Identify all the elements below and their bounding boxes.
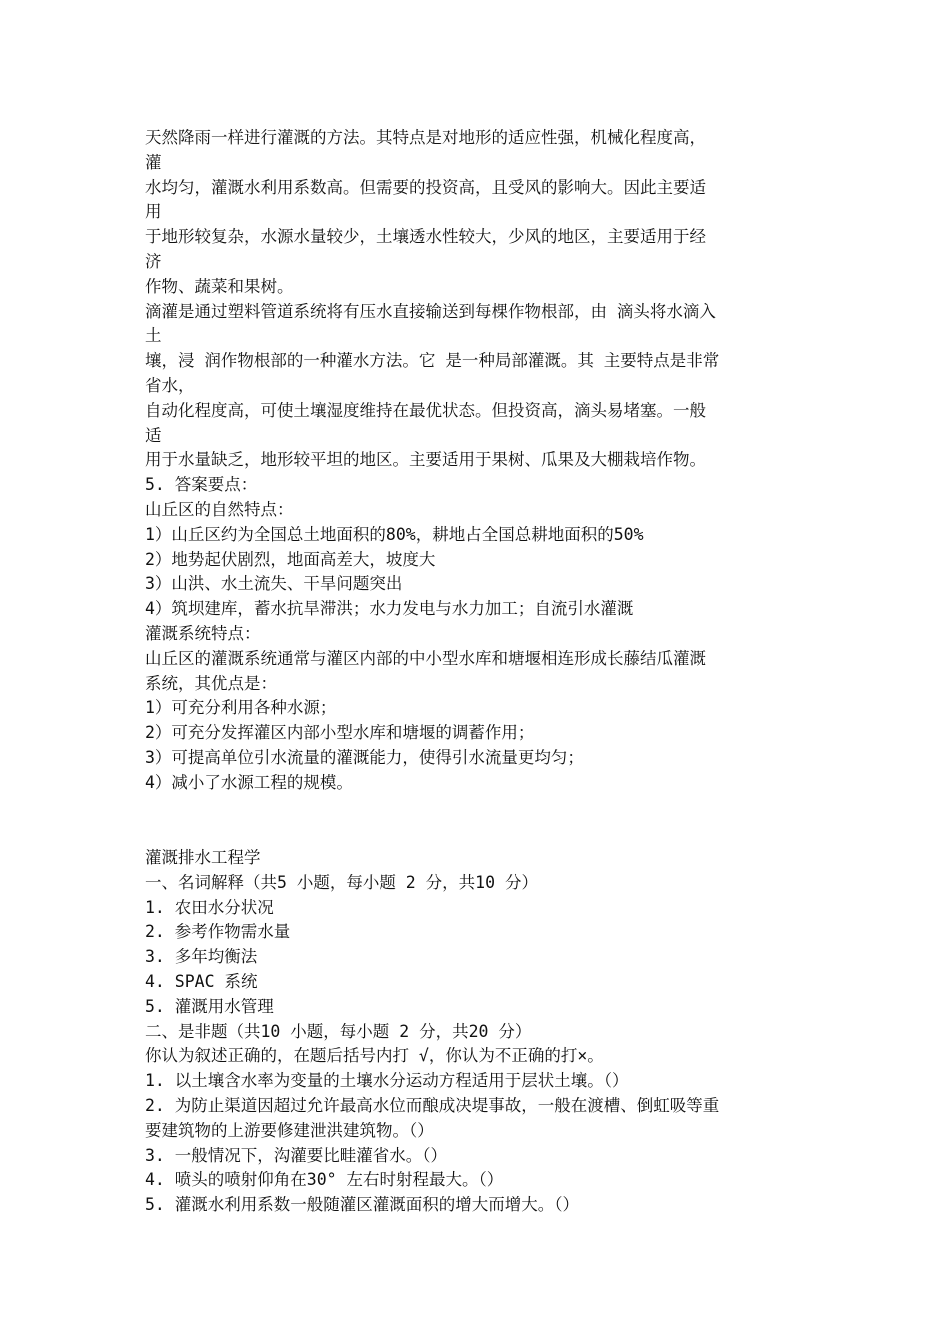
exam-section [145, 846, 815, 1218]
text-line: 土 [145, 326, 162, 346]
text-line: 系统，其优点是： [145, 673, 277, 693]
text-line: 山丘区的灌溉系统通常与灌区内部的中小型水库和塘堰相连形成长藤结瓜灌溉 [145, 648, 706, 668]
list-item: 2）可充分发挥灌区内部小型水库和塘堰的调蓄作用； [145, 723, 535, 743]
list-item: 4）减小了水源工程的规模。 [145, 772, 353, 792]
list-item: 1. 农田水分状况 [145, 897, 274, 917]
text-line: 用于水量缺乏，地形较平坦的地区。主要适用于果树、瓜果及大棚栽培作物。 [145, 450, 706, 470]
exam-title: 灌溉排水工程学 [145, 848, 261, 867]
instruction-text: 你认为叙述正确的，在题后括号内打 √，你认为不正确的打×。 [145, 1046, 604, 1066]
list-item: 3）山洪、水土流失、干旱问题突出 [145, 574, 403, 594]
text-line: 作物、蔬菜和果树。 [145, 276, 294, 296]
text-line: 适 [145, 425, 162, 445]
list-item: 5. 灌溉用水管理 [145, 996, 274, 1016]
list-item: 4. SPAC 系统 [145, 971, 258, 991]
section-heading: 一、名词解释（共5 小题，每小题 2 分，共10 分） [145, 872, 538, 892]
question-item: 2. 为防止渠道因超过允许最高水位而酿成决堤事故，一般在渡槽、倒虹吸等重 [145, 1095, 720, 1115]
text-line: 于地形较复杂，水源水量较少，土壤透水性较大，少风的地区，主要适用于经 [145, 227, 706, 247]
text-line: 滴灌是通过塑料管道系统将有压水直接输送到每棵作物根部，由 滴头将水滴入 [145, 301, 716, 321]
answer-heading: 5. 答案要点： [145, 475, 258, 495]
question-item: 4. 喷头的喷射仰角在30° 左右时射程最大。（） [145, 1170, 504, 1190]
question-item: 5. 灌溉水利用系数一般随灌区灌溉面积的增大而增大。（） [145, 1195, 580, 1215]
text-line: 自动化程度高，可使土壤湿度维持在最优状态。但投资高，滴头易堵塞。一般 [145, 400, 706, 420]
text-line: 天然降雨一样进行灌溉的方法。其特点是对地形的适应性强，机械化程度高， [145, 128, 706, 147]
text-line: 灌溉系统特点： [145, 623, 261, 643]
text-line: 要建筑物的上游要修建泄洪建筑物。（） [145, 1120, 434, 1140]
list-item: 2. 参考作物需水量 [145, 922, 291, 942]
question-item: 3. 一般情况下，沟灌要比畦灌省水。（） [145, 1145, 448, 1165]
list-item: 2）地势起伏剧烈，地面高差大，坡度大 [145, 549, 436, 569]
list-item: 4）筑坝建库，蓄水抗旱滞洪；水力发电与水力加工；自流引水灌溉 [145, 599, 634, 619]
list-item: 1）可充分利用各种水源； [145, 698, 337, 718]
answer-section [145, 126, 815, 796]
list-item: 3. 多年均衡法 [145, 947, 258, 967]
text-line: 用 [145, 202, 162, 222]
text-line: 壤，浸 润作物根部的一种灌水方法。它 是一种局部灌溉。其 主要特点是非常 [145, 351, 720, 371]
text-line: 济 [145, 251, 162, 271]
text-line: 水均匀，灌溉水利用系数高。但需要的投资高，且受风的影响大。因此主要适 [145, 177, 706, 197]
text-line: 山丘区的自然特点： [145, 499, 294, 519]
question-item: 1. 以土壤含水率为变量的土壤水分运动方程适用于层状土壤。（） [145, 1071, 629, 1091]
list-item: 3）可提高单位引水流量的灌溉能力，使得引水流量更均匀； [145, 747, 584, 767]
text-line: 省水， [145, 375, 195, 395]
list-item: 1）山丘区约为全国总土地面积的80%，耕地占全国总耕地面积的50% [145, 524, 644, 544]
text-line: 灌 [145, 152, 162, 172]
section-heading: 二、是非题（共10 小题，每小题 2 分，共20 分） [145, 1021, 532, 1041]
